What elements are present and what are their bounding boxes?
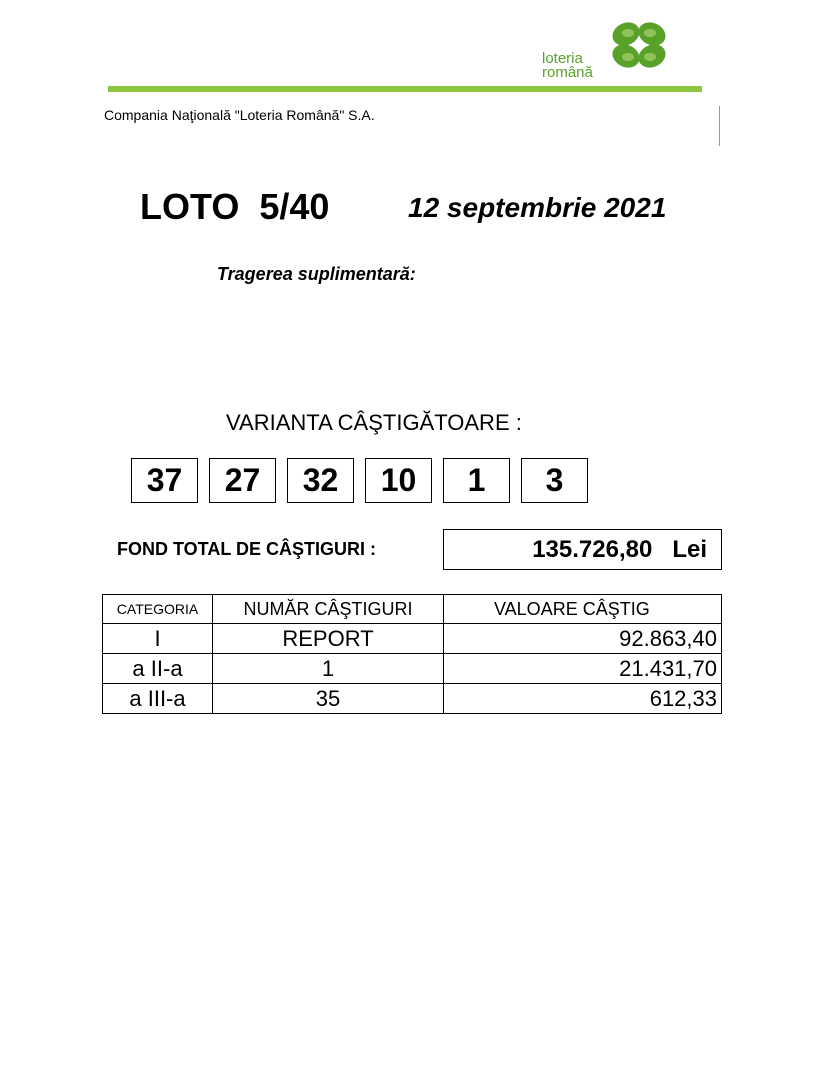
clover-icon	[606, 20, 670, 70]
total-fund-amount: 135.726,80	[532, 535, 653, 563]
prize-value-cell: 612,33	[444, 684, 722, 714]
draw-date: 12 septembrie 2021	[408, 192, 667, 223]
logo-line-2: română	[542, 64, 593, 81]
table-header-row	[103, 595, 722, 624]
winning-numbers	[131, 458, 588, 503]
total-fund-currency: Lei	[672, 535, 707, 563]
header-winners: NUMĂR CÂŞTIGURI	[213, 595, 444, 624]
category-cell: a III-a	[103, 684, 213, 714]
category-cell: a II-a	[103, 654, 213, 684]
winning-number-5: 1	[443, 458, 510, 503]
winning-number-2: 27	[209, 458, 276, 503]
winners-cell: REPORT	[213, 624, 444, 654]
winners-cell: 1	[213, 654, 444, 684]
category-cell: I	[103, 624, 213, 654]
company-name: Compania Naţională "Loteria Română" S.A.	[104, 107, 375, 123]
table-row	[103, 684, 722, 714]
header-prize-value: VALOARE CÂŞTIG	[444, 595, 722, 624]
table-row	[103, 624, 722, 654]
winning-number-6: 3	[521, 458, 588, 503]
header-divider	[108, 86, 702, 92]
table-row	[103, 654, 722, 684]
winning-numbers-label: VARIANTA CÂŞTIGĂTOARE :	[226, 410, 522, 435]
header-category: CATEGORIA	[103, 595, 213, 624]
winning-number-1: 37	[131, 458, 198, 503]
prize-table	[102, 594, 722, 714]
loteria-romana-logo	[538, 20, 673, 84]
prize-value-cell: 92.863,40	[444, 624, 722, 654]
winning-number-4: 10	[365, 458, 432, 503]
prize-value-cell: 21.431,70	[444, 654, 722, 684]
game-title: LOTO 5/40	[140, 186, 330, 227]
total-fund-box	[443, 529, 722, 570]
logo-line-1: loteria	[542, 50, 583, 67]
winners-cell: 35	[213, 684, 444, 714]
draw-subtitle: Tragerea suplimentară:	[217, 264, 416, 284]
winning-number-3: 32	[287, 458, 354, 503]
logo-text	[542, 52, 593, 80]
total-fund-label: FOND TOTAL DE CÂŞTIGURI :	[117, 539, 376, 559]
edge-mark	[719, 106, 720, 146]
